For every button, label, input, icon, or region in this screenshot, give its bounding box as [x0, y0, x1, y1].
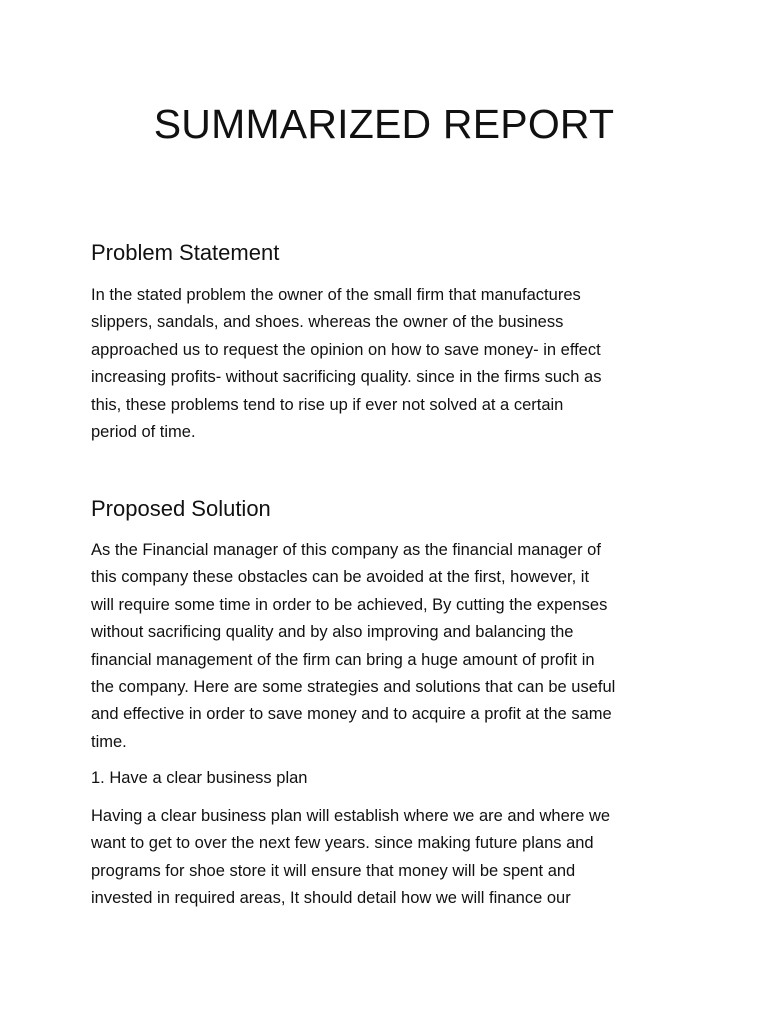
- paragraph-line: In the stated problem the owner of the small firm that manufactures: [91, 286, 581, 304]
- paragraph-line: As the Financial manager of this company as the financial manager of: [91, 541, 601, 559]
- paragraph-line: want to get to over the next few years. since making future plans and: [91, 834, 594, 853]
- paragraph-line: approached us to request the opinion on how to save money- in effect: [91, 340, 601, 359]
- proposed-solution-paragraph: [91, 537, 691, 756]
- paragraph-line: this, these problems tend to rise up if ever not solved at a certain: [91, 395, 564, 414]
- paragraph-line: and effective in order to save money and to acquire a profit at the same: [91, 705, 612, 724]
- paragraph-line: invested in required areas, It should detail how we will finance our: [91, 889, 571, 908]
- paragraph-line: increasing profits- without sacrificing quality. since in the firms such as: [91, 368, 602, 387]
- paragraph-line: the company. Here are some strategies and solutions that can be useful: [91, 678, 616, 697]
- section-heading-proposed-solution: Proposed Solution: [91, 496, 271, 521]
- paragraph-line: Having a clear business plan will establish where we are and where we: [91, 807, 611, 825]
- paragraph-line: this company these obstacles can be avoided at the first, however, it: [91, 568, 590, 587]
- paragraph-line: slippers, sandals, and shoes. whereas the owner of the business: [91, 313, 564, 332]
- page-title: SUMMARIZED REPORT: [153, 101, 615, 147]
- list-item-label: 1. Have a clear business plan: [91, 769, 308, 787]
- paragraph-line: programs for shoe store it will ensure that money will be spent and: [91, 861, 576, 880]
- paragraph-line: will require some time in order to be achieved, By cutting the expenses: [91, 595, 608, 614]
- paragraph-line: period of time.: [91, 423, 196, 442]
- section-heading-problem-statement: Problem Statement: [91, 240, 280, 265]
- problem-statement-paragraph: [91, 282, 691, 446]
- numbered-list-item: [91, 765, 691, 792]
- paragraph-line: time.: [91, 732, 127, 751]
- business-plan-paragraph: [91, 803, 691, 913]
- paragraph-line: financial management of the firm can bring a huge amount of profit in: [91, 650, 595, 669]
- paragraph-line: without sacrificing quality and by also improving and balancing the: [91, 623, 574, 642]
